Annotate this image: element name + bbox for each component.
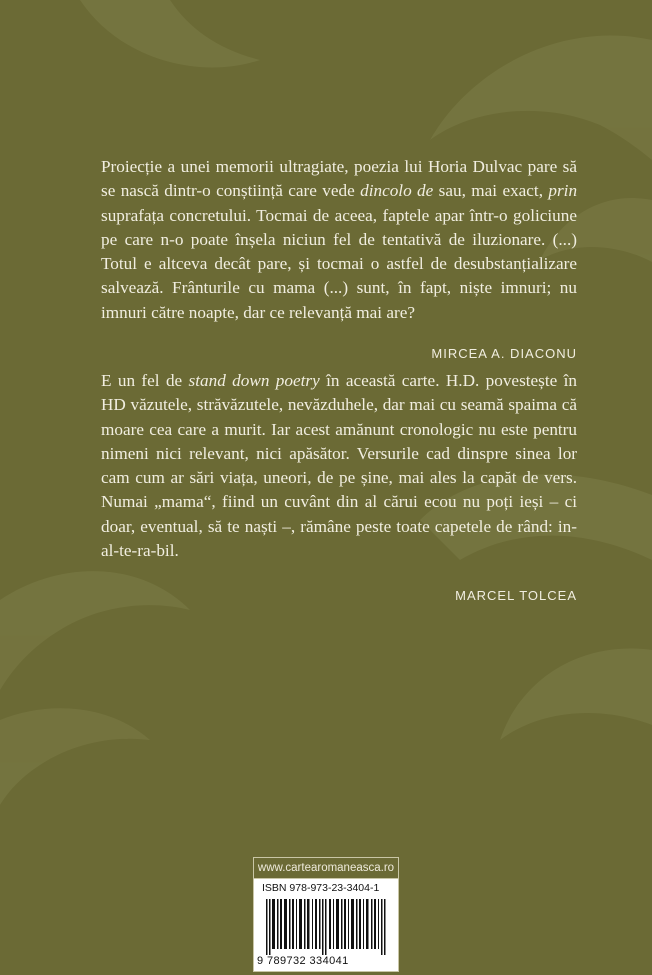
quote-line: că moare cea care a murit. Iar acest amănunt cronologic nu este bbox=[101, 395, 578, 439]
quote-paragraph bbox=[101, 155, 577, 325]
quote-line-italic: stand down poetry bbox=[188, 371, 320, 390]
barcode-bars bbox=[266, 899, 388, 955]
publisher-url: www.cartearomaneasca.ro bbox=[253, 857, 399, 878]
quote-line: desubstanțializare salvează. Frânturile cu mama (...) sunt, în fapt, bbox=[101, 254, 577, 298]
quote-line: într-o goliciune pe care n-o poate înșela niciun fel de tentativă de bbox=[101, 205, 577, 249]
quote-line: HD văzutele, străvăzutele, nevăzduhele, dar mai cu seamă spaima bbox=[101, 395, 558, 415]
author-tolcea: MARCEL TOLCEA bbox=[455, 588, 577, 603]
quote-line: pentru nimeni nici relevant, nici apăsător. Versurile cad dinspre bbox=[101, 419, 578, 463]
quote-line: ieși – ci doar, eventual, să te naști –, rămâne peste toate capetele de bbox=[101, 492, 577, 536]
barcode-block bbox=[253, 857, 399, 972]
quote-line: Proiecție a unei memorii ultragiate, poezia lui Horia Dulvac bbox=[101, 157, 523, 176]
quote-line: E un fel de bbox=[101, 371, 183, 390]
quote-line: în această carte. H.D. povestește în bbox=[326, 371, 577, 390]
quote-line: suprafața concretului. Tocmai de aceea, faptele apar bbox=[101, 205, 465, 225]
quote-line: de vers. Numai „mama“, fiind un cuvânt din al cărui ecou nu poți bbox=[101, 468, 577, 512]
quote-line-italic: prin bbox=[548, 181, 578, 201]
quote-line: rând: in-al-te-ra-bil. bbox=[101, 516, 577, 561]
quote-line: pare să se nască dintr-o conștiință care vede bbox=[101, 157, 577, 201]
barcode-panel bbox=[253, 878, 399, 972]
quote-line: exact, bbox=[502, 181, 543, 201]
barcode-digits: 9 789732 334041 bbox=[257, 955, 349, 967]
author-diaconu: MIRCEA A. DIACONU bbox=[431, 346, 577, 361]
quote-line: iluzionare. (...) Totul e altceva decât pare, și tocmai o astfel de bbox=[101, 229, 578, 274]
quote-line: sinea lor cam cum ar sări viața, uneori, de pe șine, mai ales la capăt bbox=[101, 443, 578, 488]
quote-tolcea bbox=[101, 369, 577, 563]
quote-line: niște imnuri; nu imnuri către noapte, dar ce relevanță mai are? bbox=[101, 278, 577, 322]
quote-diaconu bbox=[101, 155, 577, 325]
quote-line: sau, mai bbox=[438, 181, 498, 201]
quote-paragraph bbox=[101, 369, 577, 563]
quote-line-italic: dincolo de bbox=[360, 181, 434, 201]
isbn-label: ISBN 978-973-23-3404-1 bbox=[262, 882, 380, 894]
